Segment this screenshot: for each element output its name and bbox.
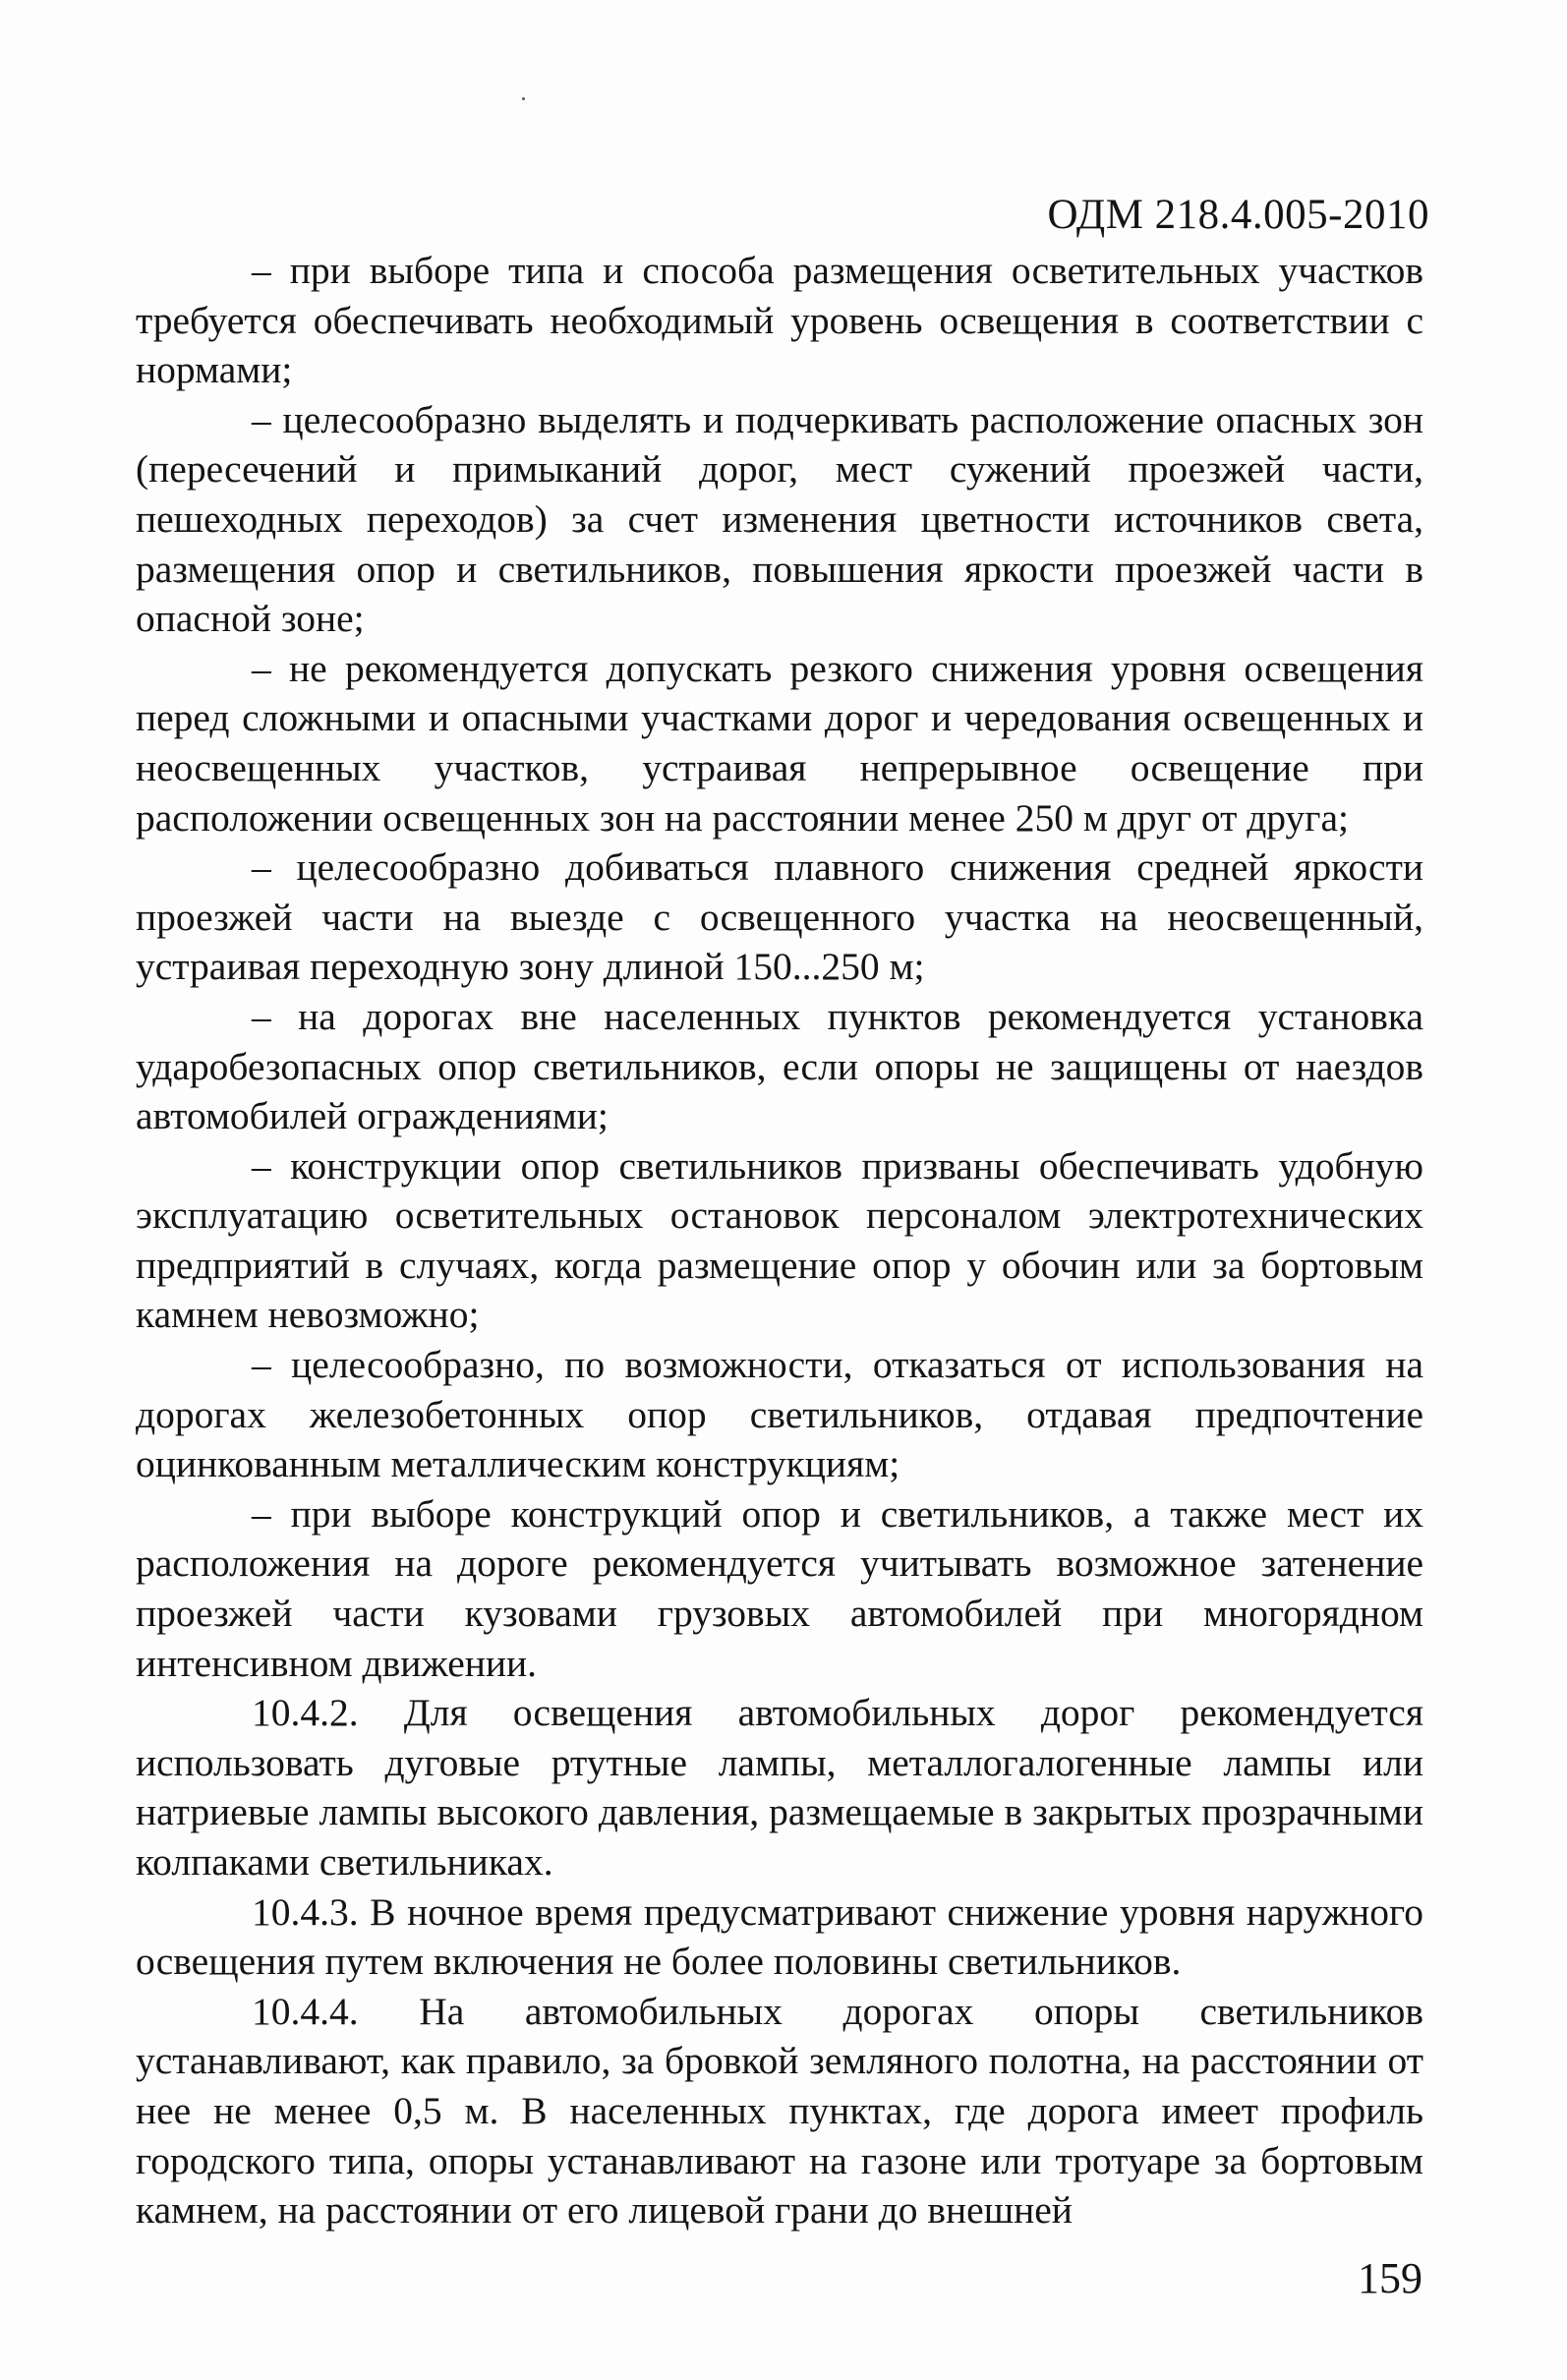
- paragraph-impact-safe-poles: – на дорогах вне населенных пунктов рекомендуется установка ударобезопасных опор светильников, если опоры не защищены от наездов автомобилей ограждениями;: [136, 994, 1423, 1138]
- paragraph-10-4-3: 10.4.3. В ночное время предусматривают снижение уровня наружного освещения путем включения не более половины светильников.: [136, 1889, 1423, 1984]
- paragraph-truck-shading: – при выборе конструкций опор и светильников, а также мест их расположения на дороге рекомендуется учитывать возможное затенение проезжей части кузовами грузовых автомобилей при многорядном интенсивном движении.: [136, 1491, 1423, 1685]
- paragraph-hazard-zones: – целесообразно выделять и подчеркивать расположение опасных зон (пересечений и примыканий дорог, мест сужений проезжей части, пешеходных переходов) за счет изменения цветности источников света, размещения опор и светильников, повышения яркости проезжей части в опасной зоне;: [136, 397, 1423, 641]
- paragraph-continuous-lighting: – не рекомендуется допускать резкого снижения уровня освещения перед сложными и опасными участками дорог и чередования освещенных и неосвещенных участков, устраивая непрерывное освещение при расположении освещенных зон на расстоянии менее 250 м друг от друга;: [136, 646, 1423, 840]
- paragraph-10-4-2: 10.4.2. Для освещения автомобильных дорог рекомендуется использовать дуговые ртутные лампы, металлогалогенные лампы или натриевые лампы высокого давления, размещаемые в закрытых прозрачными колпаками светильниках.: [136, 1691, 1423, 1884]
- scan-speck: [522, 97, 525, 100]
- paragraph-10-4-4: 10.4.4. На автомобильных дорогах опоры светильников устанавливают, как правило, за бровкой земляного полотна, на расстоянии от нее не менее 0,5 м. В населенных пунктах, где дорога имеет профиль городского типа, опоры устанавливают на газоне или тротуаре за бортовым камнем, на расстоянии от его лицевой грани до внешней: [136, 1989, 1423, 2233]
- paragraph-lighting-level: – при выборе типа и способа размещения осветительных участков требуется обеспечивать необходимый уровень освещения в соответствии с нормами;: [136, 249, 1423, 392]
- paragraph-transition-zone: – целесообразно добиваться плавного снижения средней яркости проезжей части на выезде с освещенного участка на неосвещенный, устраивая переходную зону длиной 150...250 м;: [136, 845, 1423, 989]
- document-code-header: ОДМ 218.4.005-2010: [1047, 192, 1429, 238]
- paragraph-pole-maintenance: – конструкции опор светильников призваны обеспечивать удобную эксплуатацию осветительных остановок персоналом электротехнических предприятий в случаях, когда размещение опор у обочин или за бортовым камнем невозможно;: [136, 1143, 1423, 1337]
- paragraph-metal-poles: – целесообразно, по возможности, отказаться от использования на дорогах железобетонных опор светильников, отдавая предпочтение оцинкованным металлическим конструкциям;: [136, 1343, 1423, 1486]
- page-number: 159: [1358, 2254, 1422, 2302]
- body-text: [136, 246, 1423, 2235]
